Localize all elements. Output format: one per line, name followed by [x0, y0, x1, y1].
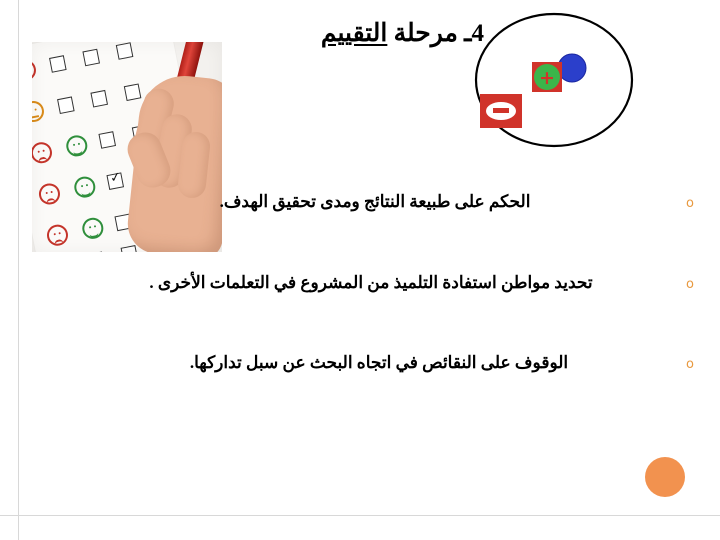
happy-face-icon — [64, 134, 89, 159]
checkbox — [98, 131, 116, 149]
checkbox — [82, 49, 100, 67]
atom-svg — [462, 8, 642, 158]
list-item — [58, 351, 698, 376]
bullet-marker-icon: o — [686, 196, 694, 211]
page-title-prefix: 4ـ مرحلة — [387, 20, 484, 47]
electron-minus-label — [493, 108, 509, 113]
page-title-keyword: التقييم — [320, 20, 388, 47]
checkbox — [57, 96, 75, 114]
list-item — [58, 190, 698, 215]
sad-face-icon — [32, 58, 38, 83]
left-divider — [18, 0, 19, 540]
list-item-text: الحكم على طبيعة النتائج ومدى تحقيق الهدف. — [219, 192, 531, 211]
bullet-marker-icon: o — [686, 357, 694, 373]
list-item-text: الوقوف على النقائص في اتجاه البحث عن سبل تداركها. — [189, 353, 569, 373]
checkbox — [49, 55, 67, 73]
bullet-list — [58, 190, 698, 432]
nucleus-plus-label: + — [539, 67, 555, 89]
bottom-divider — [0, 515, 720, 516]
bullet-marker-icon: o — [686, 276, 694, 292]
blue-particle — [558, 54, 586, 82]
orange-accent-dot — [645, 457, 685, 497]
list-item-text: تحديد مواطن استفادة التلميذ من المشروع في التعلمات الأخرى . — [149, 272, 593, 292]
list-item — [58, 271, 698, 296]
page-title — [321, 18, 484, 48]
atom-illustration — [462, 8, 642, 158]
checkbox-checked: ✓ — [106, 172, 124, 190]
sad-face-icon — [32, 140, 54, 165]
checkbox — [90, 90, 108, 108]
neutral-face-icon — [32, 99, 46, 124]
